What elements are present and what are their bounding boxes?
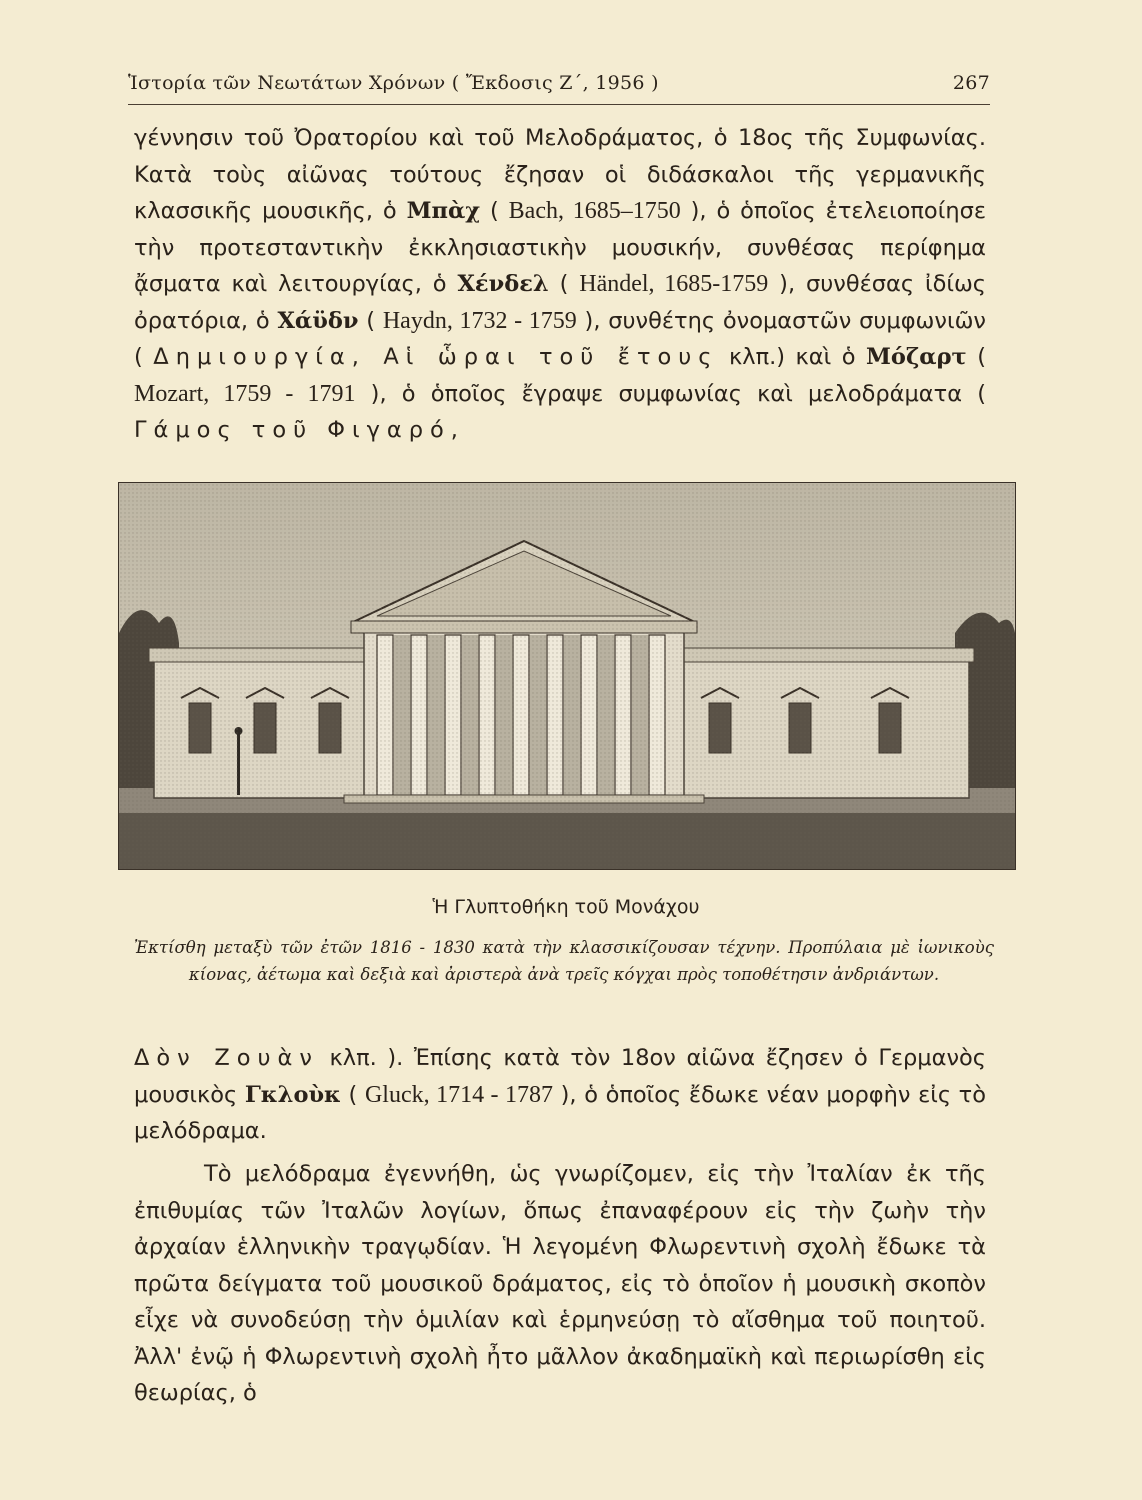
latin-mozart: Mozart, 1759 - 1791 — [134, 380, 356, 407]
p1-text: κλπ.) καὶ ὁ — [718, 344, 867, 370]
latin-gluck: Gluck, 1714 - 1787 — [364, 1081, 554, 1108]
paragraph-2 — [134, 1040, 986, 1150]
p1-text: ( — [358, 307, 383, 334]
page-number: 267 — [952, 72, 990, 94]
latin-bach: Bach, 1685–1750 — [508, 198, 681, 224]
name-haydn: Χάϋδν — [277, 307, 359, 334]
name-mozart: Μόζαρτ — [866, 344, 967, 370]
p2-text: κλπ. ). Ἐπίσης κατὰ τὸν 18ον αἰῶνα ἔζησεν ὁ Γερμανὸς μουσικὸς — [134, 1045, 986, 1108]
p1-text: ), ὁ ὁποῖος ἐτελειοποίησε τὴν προτεσταντικὴν ἐκκλησιαστικὴν μουσικήν, συνθέσας περίφημα ᾄσματα καὶ λειτουργίας, ὁ — [134, 198, 986, 297]
p2-text: ( — [340, 1081, 365, 1108]
work-title-don-juan: Δὸν Ζουὰν — [134, 1045, 319, 1071]
work-title-creation: Δημιουργία, Αἱ ὧραι τοῦ ἔτους — [153, 344, 719, 370]
name-gluck: Γκλοὺκ — [244, 1081, 341, 1108]
running-header — [128, 72, 990, 102]
p1-text: ), συνθέσας ἰδίως ὀρατόρια, ὁ — [134, 271, 987, 334]
p1-text: ), συνθέτης ὀνομαστῶν συμφωνιῶν ( — [134, 307, 986, 370]
paragraph-3 — [134, 1156, 986, 1412]
running-title: Ἱστορία τῶν Νεωτάτων Χρόνων ( Ἔκδοσις Ζ΄, 1956 ) — [128, 72, 659, 94]
p1-text: ( — [966, 344, 986, 370]
glyptothek-photo — [118, 482, 1016, 870]
name-bach: Μπὰχ — [406, 198, 481, 224]
work-title-figaro: Γάμος τοῦ Φιγαρό, — [134, 417, 465, 443]
latin-haydn: Haydn, 1732 - 1759 — [382, 307, 577, 334]
figure-caption-description: Ἐκτίσθη μεταξὺ τῶν ἐτῶν 1816 - 1830 κατὰ τὴν κλασσικίζουσαν τέχνην. Προπύλαια μὲ ἰωνικοὺς κίονας, ἀέτωμα καὶ δεξιὰ καὶ ἀριστερὰ ἀνὰ τρεῖς κόγχαι πρὸς τοποθέτησιν ἀνδριάντων. — [134, 938, 994, 984]
header-rule — [128, 104, 990, 105]
p2-text: ), ὁ ὁποῖος ἔδωκε νέαν μορφὴν εἰς τὸ μελόδραμα. — [134, 1081, 986, 1144]
paragraph-1 — [134, 120, 986, 449]
figure-caption-title: Ἡ Γλυπτοθήκη τοῦ Μονάχου — [432, 896, 700, 918]
p1-text: ), ὁ ὁποῖος ἔγραψε συμφωνίας καὶ μελοδράματα ( — [355, 380, 987, 407]
name-handel: Χένδελ — [457, 271, 549, 297]
p1-text: ( — [480, 198, 509, 224]
p1-text: ( — [548, 271, 580, 297]
p3-text: Τὸ μελόδραμα ἐγεννήθη, ὡς γνωρίζομεν, εἰς τὴν Ἰταλίαν ἐκ τῆς ἐπιθυμίας τῶν Ἰταλῶν λογίων, ὅπως ἐπαναφέρουν εἰς τὴν ζωὴν τὴν ἀρχαίαν ἑλληνικὴν τραγῳδίαν. Ἡ λεγομένη Φλωρεντινὴ σχολὴ ἔδωκε τὰ πρῶτα δείγματα τοῦ μουσικοῦ δράματος, εἰς τὸ ὁποῖον ἡ μουσικὴ σκοπὸν εἶχε νὰ συνοδεύσῃ τὴν ὁμιλίαν καὶ ἑρμηνεύσῃ τὸ αἴσθημα τοῦ ποιητοῦ. Ἀλλ' ἐνῷ ἡ Φλωρεντινὴ σχολὴ ἦτο μᾶλλον ἀκαδημαϊκὴ καὶ περιωρίσθη εἰς θεωρίας, ὁ — [134, 1161, 986, 1406]
p1-text: γέννησιν τοῦ Ὀρατορίου καὶ τοῦ Μελοδράματος, ὁ 18ος τῆς Συμφωνίας. Κατὰ τοὺς αἰῶνας τούτους ἔζησαν οἱ διδάσκαλοι τῆς γερμανικῆς κλασσικῆς μουσικῆς, ὁ — [134, 125, 986, 224]
latin-handel: Händel, 1685-1759 — [579, 271, 769, 297]
